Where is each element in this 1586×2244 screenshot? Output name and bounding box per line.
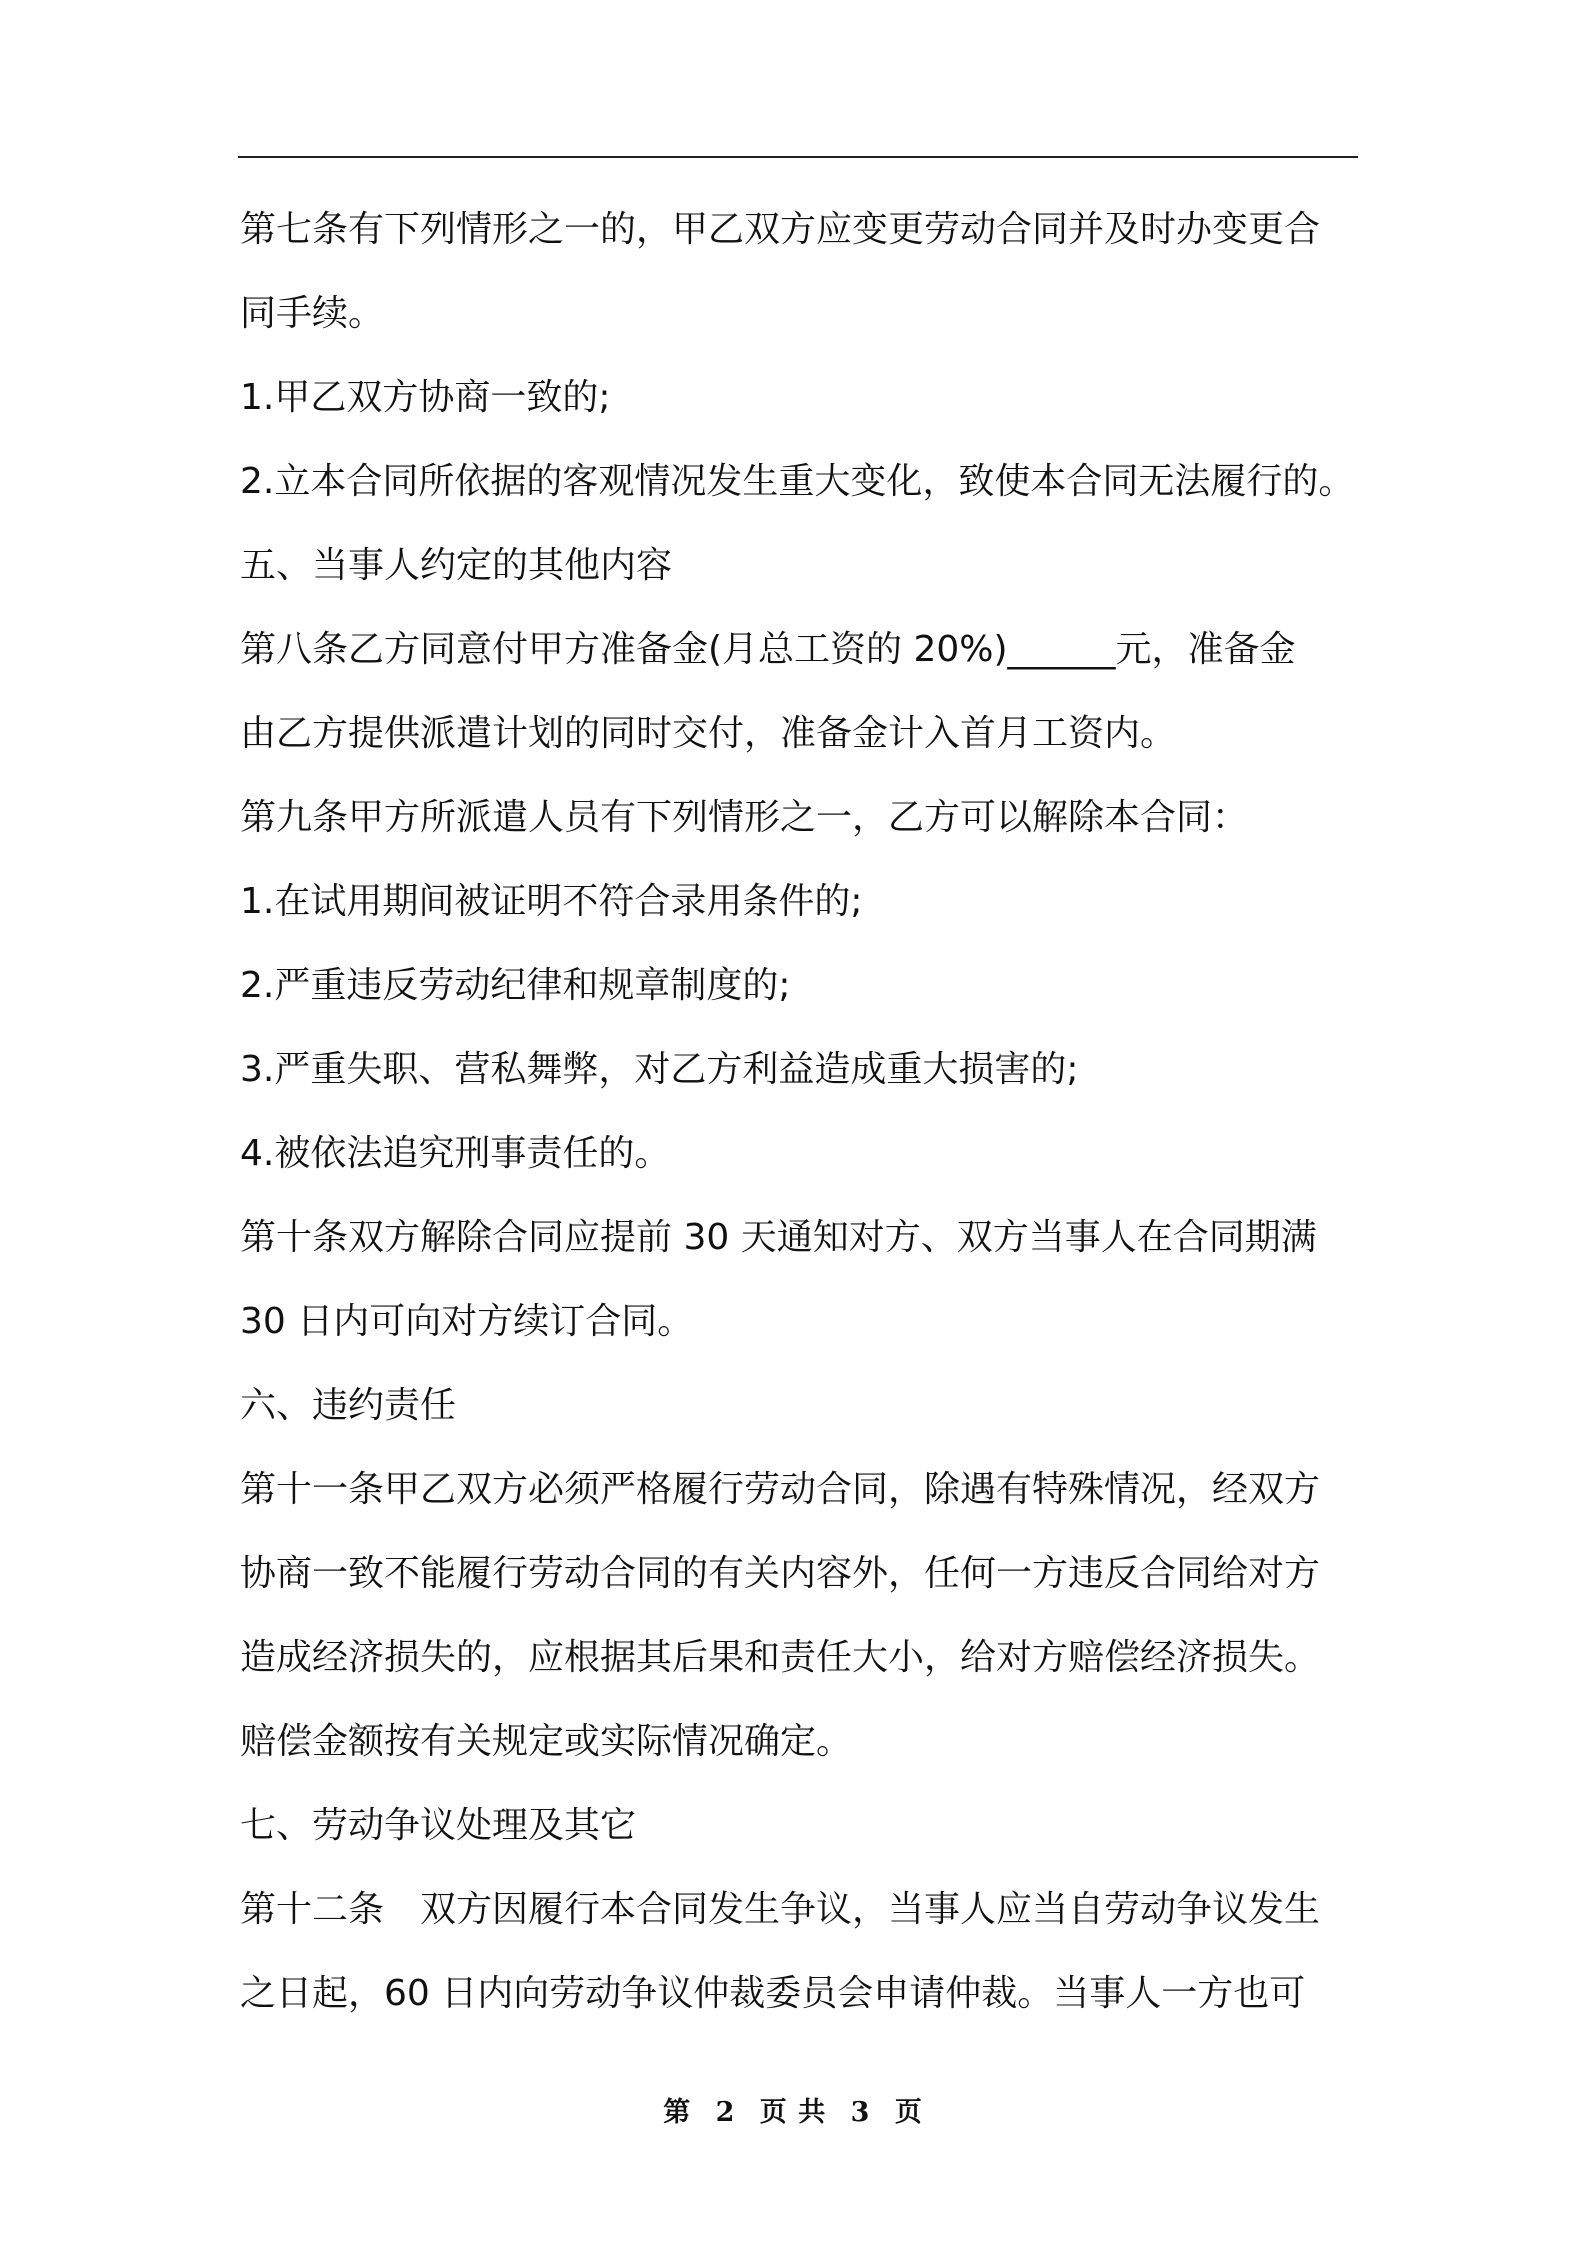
text-line: 第九条甲方所派遣人员有下列情形之一，乙方可以解除本合同： <box>240 797 1249 838</box>
text-line: 1.在试用期间被证明不符合录用条件的; <box>240 881 863 922</box>
text-line: 3.严重失职、营私舞弊，对乙方利益造成重大损害的; <box>240 1049 1079 1090</box>
text-line: 第十一条甲乙双方必须严格履行劳动合同，除遇有特殊情况，经双方 <box>240 1469 1321 1510</box>
text-line: 第十二条 双方因履行本合同发生争议，当事人应当自劳动争议发生 <box>240 1889 1321 1930</box>
text-line: 由乙方提供派遣计划的同时交付，准备金计入首月工资内。 <box>240 713 1177 754</box>
text-line: 2.立本合同所依据的客观情况发生重大变化，致使本合同无法履行的。 <box>240 461 1355 502</box>
text-line: 之日起，60 日内向劳动争议仲裁委员会申请仲裁。当事人一方也可 <box>240 1973 1306 2014</box>
text-line: 1.甲乙双方协商一致的; <box>240 377 611 418</box>
footer-prefix: 第 <box>663 2097 692 2128</box>
text-line: 同手续。 <box>240 293 385 334</box>
page-current: 2 <box>715 2097 736 2128</box>
header-rule <box>238 156 1358 158</box>
text-line: 赔偿金额按有关规定或实际情况确定。 <box>240 1721 853 1762</box>
text-line: 30 日内可向对方续订合同。 <box>240 1301 694 1342</box>
text-line: 造成经济损失的，应根据其后果和责任大小，给对方赔偿经济损失。 <box>240 1637 1321 1678</box>
text-line: 2.严重违反劳动纪律和规章制度的; <box>240 965 791 1006</box>
text-line: 4.被依法追究刑事责任的。 <box>240 1133 671 1174</box>
page-footer <box>0 2090 1586 2129</box>
text-line: 协商一致不能履行劳动合同的有关内容外，任何一方违反合同给对方 <box>240 1553 1321 1594</box>
page-total: 3 <box>850 2097 871 2128</box>
text-line: 第八条乙方同意付甲方准备金(月总工资的 20%)______元，准备金 <box>240 629 1296 670</box>
section-heading: 五、当事人约定的其他内容 <box>240 545 673 586</box>
document-body <box>240 188 1375 2036</box>
text-line: 第十条双方解除合同应提前 30 天通知对方、双方当事人在合同期满 <box>240 1217 1317 1258</box>
footer-suffix: 页 <box>894 2097 923 2128</box>
section-heading: 六、违约责任 <box>240 1385 457 1426</box>
section-heading: 七、劳动争议处理及其它 <box>240 1805 637 1846</box>
text-line: 第七条有下列情形之一的，甲乙双方应变更劳动合同并及时办变更合 <box>240 209 1321 250</box>
footer-middle: 页 共 <box>759 2097 827 2128</box>
